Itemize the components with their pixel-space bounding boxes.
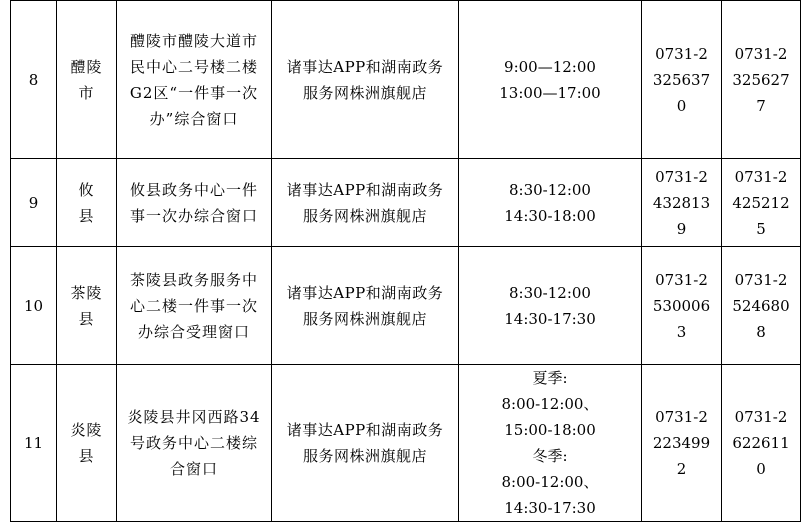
online-text: 诸事达APP和湖南政务服务网株洲旗舰店 <box>286 283 444 328</box>
window-address <box>117 365 272 522</box>
phone-part: 0731-2 <box>734 408 788 426</box>
hours-line: 14:30-17:30 <box>504 309 596 328</box>
phone-part: 425212 <box>732 193 790 212</box>
phone-complaint <box>722 159 801 247</box>
online-channel <box>272 1 459 159</box>
region-name <box>57 159 117 247</box>
phone-part: 325637 <box>652 70 711 89</box>
hours-line: 8:30-12:00 <box>509 283 591 302</box>
address-text: 炎陵县井冈西路34号政务中心二楼综合窗口 <box>127 408 261 478</box>
phone-part: 8 <box>756 322 766 341</box>
window-address <box>117 1 272 159</box>
phone-part: 622611 <box>732 434 790 452</box>
region-name <box>57 365 117 522</box>
phone-part: 223499 <box>652 434 711 452</box>
row-number: 10 <box>11 247 57 365</box>
phone-part: 7 <box>756 96 766 115</box>
phone-consult <box>642 1 722 159</box>
office-hours <box>459 159 642 247</box>
address-text: 茶陵县政务服务中心二楼一件事一次办综合受理窗口 <box>129 270 258 341</box>
hours-season: 夏季: <box>532 369 568 387</box>
row-number: 9 <box>11 159 57 247</box>
phone-part: 432813 <box>652 193 711 212</box>
region-text: 醴陵市 <box>70 57 103 102</box>
phone-part: 0 <box>756 460 766 478</box>
office-hours <box>459 1 642 159</box>
hours-line: 8:30-12:00 <box>509 180 591 199</box>
row-number: 11 <box>11 365 57 522</box>
hours-line: 14:30-17:30 <box>504 499 596 517</box>
window-address <box>117 247 272 365</box>
phone-part: 524680 <box>732 296 790 315</box>
phone-part: 0731-2 <box>655 44 708 63</box>
region-name <box>57 1 117 159</box>
online-channel <box>272 365 459 522</box>
online-channel <box>272 159 459 247</box>
phone-part: 530006 <box>652 296 711 315</box>
online-text: 诸事达APP和湖南政务服务网株洲旗舰店 <box>286 421 444 465</box>
phone-part: 325627 <box>732 70 790 89</box>
online-channel <box>272 247 459 365</box>
table-row <box>11 247 801 365</box>
table-row <box>11 1 801 159</box>
region-text: 茶陵县 <box>70 283 103 328</box>
phone-part: 0731-2 <box>655 408 708 426</box>
hours-line: 15:00-18:00 <box>504 421 596 439</box>
phone-part: 9 <box>676 219 687 238</box>
hours-line: 8:00-12:00、 <box>501 395 599 413</box>
region-text: 攸县 <box>78 180 95 225</box>
hours-season: 冬季: <box>532 447 568 465</box>
window-address <box>117 159 272 247</box>
phone-complaint <box>722 365 801 522</box>
phone-part: 5 <box>756 219 766 238</box>
region-name <box>57 247 117 365</box>
phone-complaint <box>722 247 801 365</box>
phone-consult <box>642 365 722 522</box>
phone-part: 0731-2 <box>734 270 788 289</box>
service-window-table <box>10 0 801 522</box>
phone-part: 0731-2 <box>655 167 708 186</box>
phone-part: 0731-2 <box>734 44 788 63</box>
address-text: 攸县政务中心一件事一次办综合窗口 <box>129 180 258 225</box>
office-hours <box>459 365 642 522</box>
online-text: 诸事达APP和湖南政务服务网株洲旗舰店 <box>286 57 444 102</box>
phone-part: 0731-2 <box>734 167 788 186</box>
phone-part: 0 <box>676 96 687 115</box>
phone-consult <box>642 247 722 365</box>
phone-complaint <box>722 1 801 159</box>
hours-line: 8:00-12:00、 <box>501 473 599 491</box>
hours-line: 14:30-18:00 <box>504 206 596 225</box>
address-text: 醴陵市醴陵大道市民中心二号楼二楼G2区“一件事一次办”综合窗口 <box>129 31 259 128</box>
hours-line: 13:00—17:00 <box>499 83 601 102</box>
office-hours <box>459 247 642 365</box>
phone-part: 0731-2 <box>655 270 708 289</box>
region-text: 炎陵县 <box>70 421 103 465</box>
phone-part: 3 <box>676 322 687 341</box>
table-row <box>11 365 801 522</box>
online-text: 诸事达APP和湖南政务服务网株洲旗舰店 <box>286 180 444 225</box>
phone-consult <box>642 159 722 247</box>
table-row <box>11 159 801 247</box>
row-number: 8 <box>11 1 57 159</box>
phone-part: 2 <box>676 460 687 478</box>
hours-line: 9:00—12:00 <box>504 57 596 76</box>
